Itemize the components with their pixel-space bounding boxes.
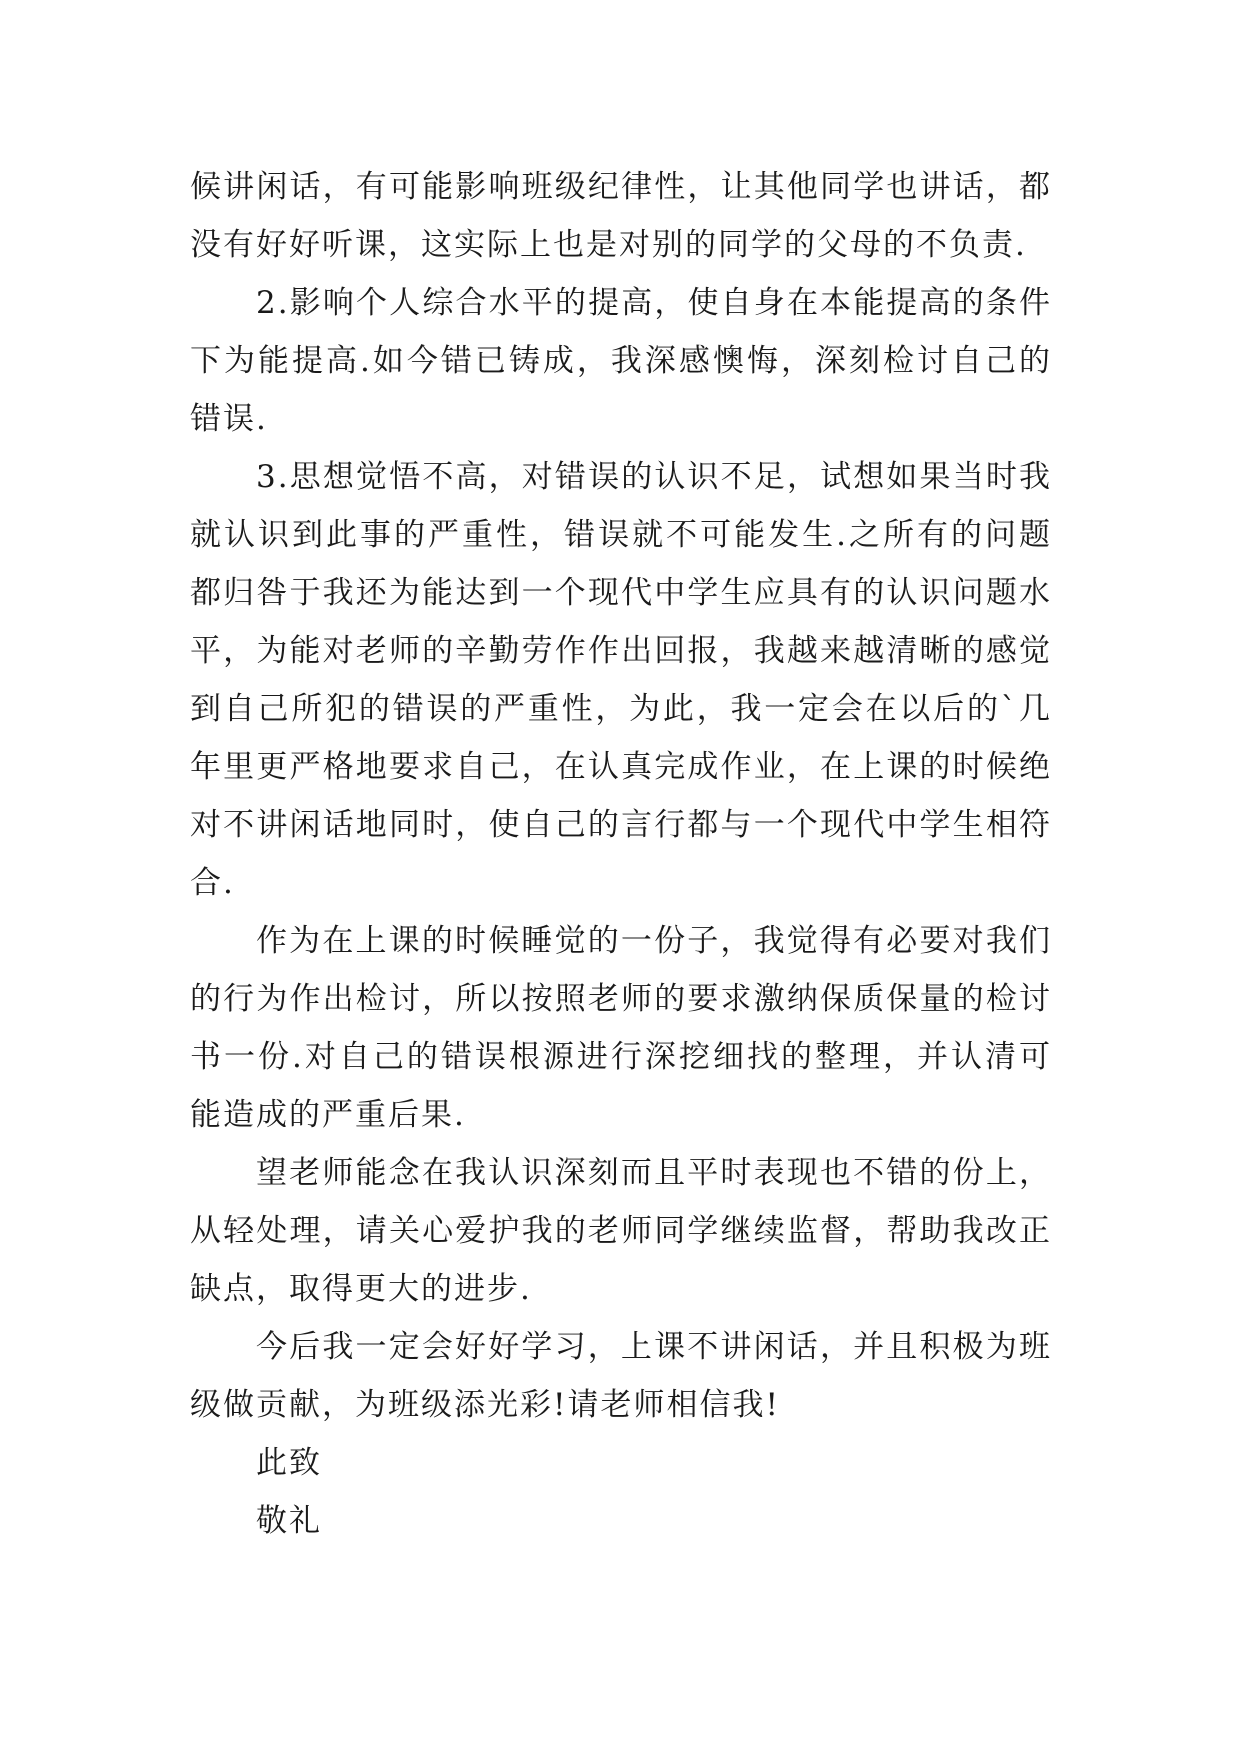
- paragraph-request: 望老师能念在我认识深刻而且平时表现也不错的份上，从轻处理，请关心爱护我的老师同学继续监督，帮助我改正缺点，取得更大的进步.: [190, 1155, 1052, 1307]
- paragraph-reflection: 作为在上课的时候睡觉的一份子，我觉得有必要对我们的行为作出检讨，所以按照老师的要求激纳保质保量的检讨书一份.对自己的错误根源进行深挖细找的整理，并认清可能造成的严重后果.: [190, 923, 1052, 1133]
- paragraph-point-3: 3.思想觉悟不高，对错误的认识不足，试想如果当时我就认识到此事的严重性，错误就不可能发生.之所有的问题都归咎于我还为能达到一个现代中学生应具有的认识问题水平，为能对老师的辛勤劳作作出回报，我越来越清晰的感觉到自己所犯的错误的严重性，为此，我一定会在以后的`几年里更严格地要求自己，在认真完成作业，在上课的时候绝对不讲闲话地同时，使自己的言行都与一个现代中学生相符合.: [190, 459, 1052, 901]
- paragraph-continuation: 候讲闲话，有可能影响班级纪律性，让其他同学也讲话，都没有好好听课，这实际上也是对别的同学的父母的不负责.: [190, 169, 1052, 263]
- paragraph-promise: 今后我一定会好好学习，上课不讲闲话，并且积极为班级做贡献，为班级添光彩!请老师相信我!: [190, 1329, 1052, 1423]
- closing-regards: 敬礼: [256, 1503, 322, 1539]
- paragraph-point-2: 2.影响个人综合水平的提高，使自身在本能提高的条件下为能提高.如今错已铸成，我深感懊悔，深刻检讨自己的错误.: [190, 285, 1052, 437]
- closing-salutation: 此致: [256, 1445, 322, 1481]
- letter-body: [190, 158, 1052, 1550]
